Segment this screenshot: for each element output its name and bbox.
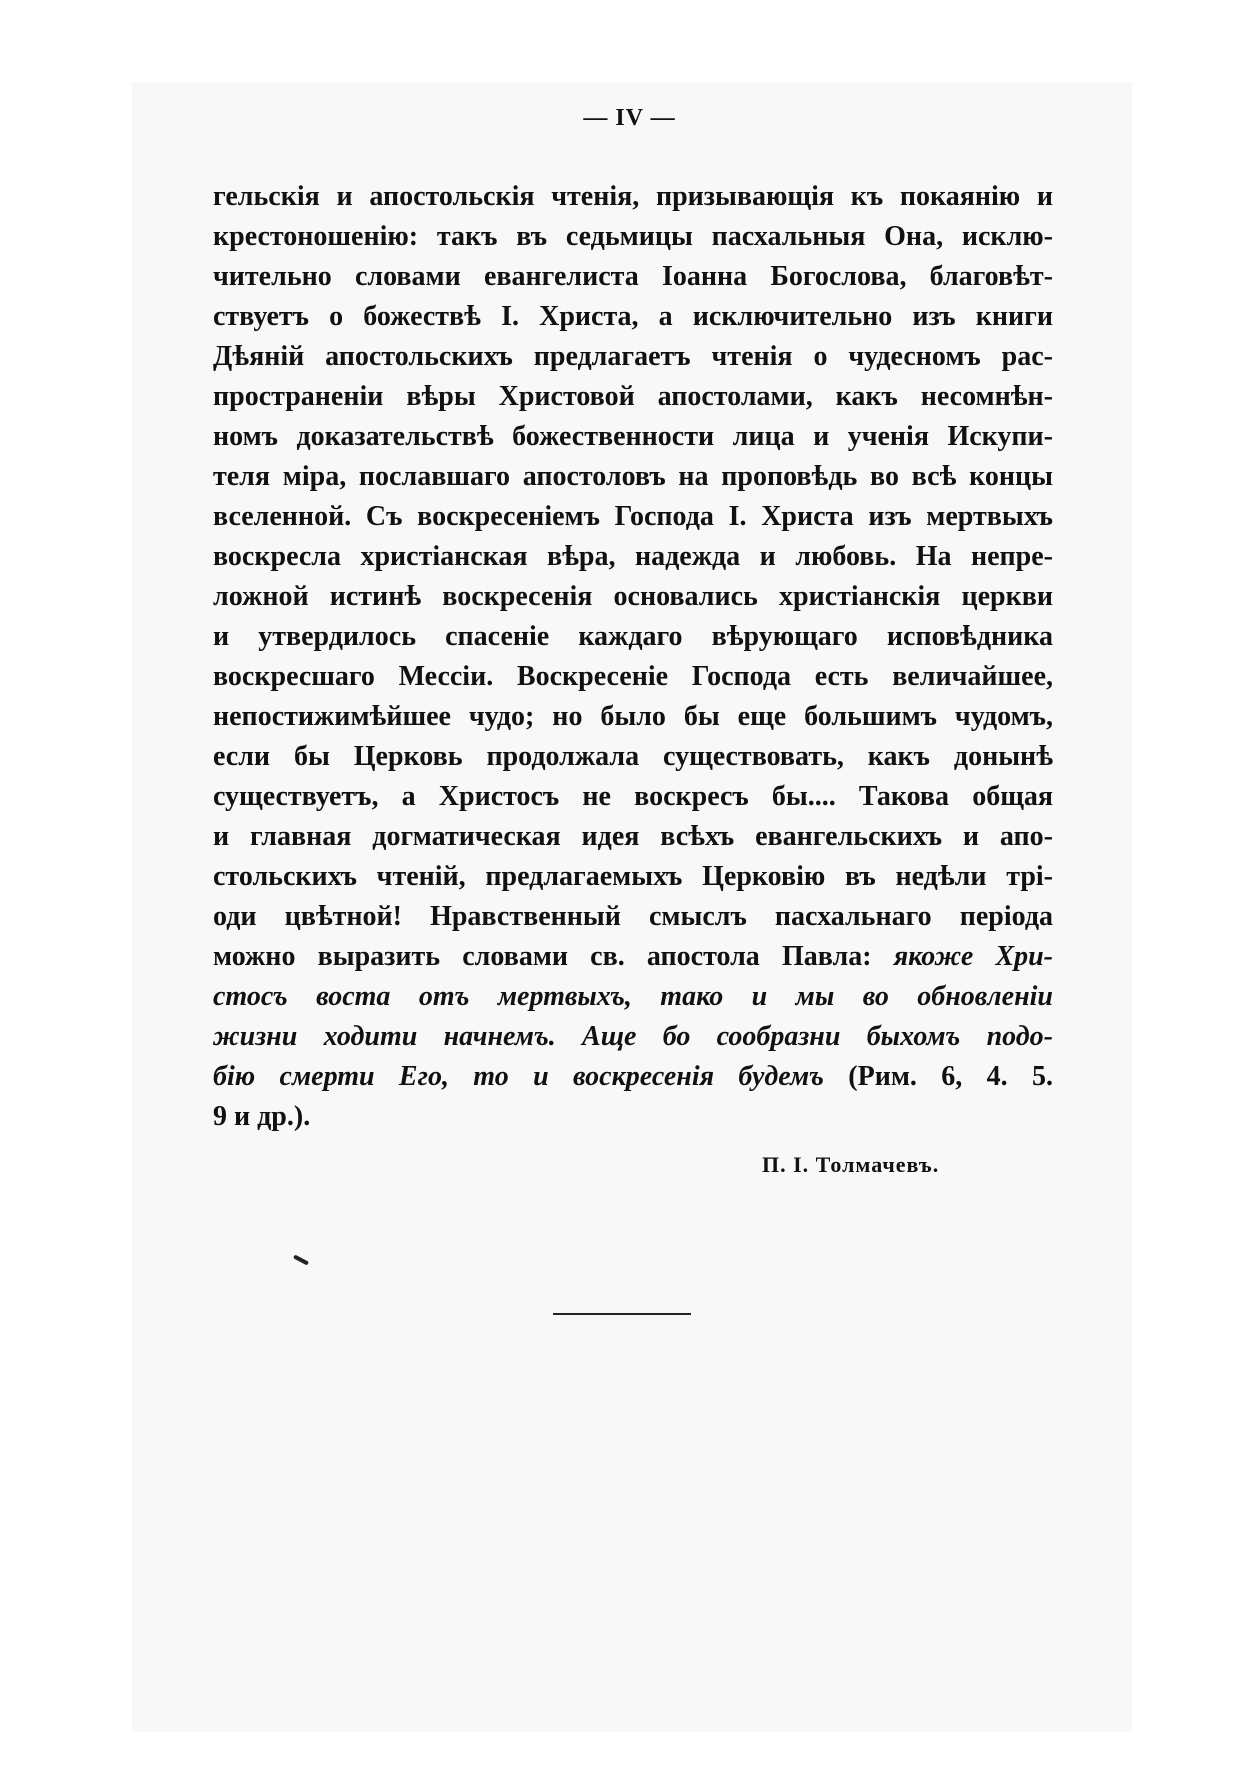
text-line-6: пространеніи вѣры Христовой апостолами, какъ несомнѣн- bbox=[213, 381, 1053, 412]
text-line-1: гельскія и апостольскія чтенія, призывающія къ покаянію и bbox=[213, 181, 1053, 212]
text-line-24: 9 и др.). bbox=[213, 1101, 311, 1132]
text-line-23-italic: бію смерти Его, то и воскресенія будемъ bbox=[213, 1061, 824, 1092]
text-line-16: существуетъ, а Христосъ не воскресъ бы.... Такова общая bbox=[213, 781, 1053, 812]
text-line-9: вселенной. Съ воскресеніемъ Господа І. Христа изъ мертвыхъ bbox=[213, 501, 1053, 532]
text-line-19: оди цвѣтной! Нравственный смыслъ пасхальнаго періода bbox=[213, 901, 1053, 932]
body-text bbox=[213, 177, 1053, 1137]
text-line-22: жизни ходити начнемъ. Аще бо сообразни быхомъ подо- bbox=[213, 1021, 1053, 1052]
text-line-23 bbox=[213, 1057, 1053, 1097]
text-line-5: Дѣяній апостольскихъ предлагаетъ чтенія о чудесномъ рас- bbox=[213, 341, 1053, 372]
text-line-17: и главная догматическая идея всѣхъ евангельскихъ и апо- bbox=[213, 821, 1053, 852]
text-line-13: воскресшаго Мессіи. Воскресеніе Господа есть величайшее, bbox=[213, 661, 1053, 692]
page-number: — IV — bbox=[583, 105, 676, 131]
text-line-18: стольскихъ чтеній, предлагаемыхъ Церковію въ недѣли трі- bbox=[213, 861, 1053, 892]
text-line-14: непостижимѣйшее чудо; но было бы еще большимъ чудомъ, bbox=[213, 701, 1053, 732]
end-rule-divider bbox=[553, 1313, 691, 1315]
text-line-2: крестоношенію: такъ въ седьмицы пасхальныя Она, исклю- bbox=[213, 221, 1053, 252]
text-line-20 bbox=[213, 937, 1053, 977]
text-line-20-italic: якоже Хри- bbox=[893, 941, 1053, 972]
text-line-4: ствуетъ о божествѣ І. Христа, а исключительно изъ книги bbox=[213, 301, 1053, 332]
text-line-3: чительно словами евангелиста Іоанна Богослова, благовѣт- bbox=[213, 261, 1053, 292]
text-line-7: номъ доказательствѣ божественности лица и ученія Искупи- bbox=[213, 421, 1053, 452]
text-line-21: стосъ воста отъ мертвыхъ, тако и мы во обновленіи bbox=[213, 981, 1053, 1012]
text-line-23-plain: (Рим. 6, 4. 5. bbox=[823, 1061, 1053, 1092]
text-line-10: воскресла христіанская вѣра, надежда и любовь. На непре- bbox=[213, 541, 1053, 572]
text-line-15: если бы Церковь продолжала существовать, какъ донынѣ bbox=[213, 741, 1053, 772]
text-line-12: и утвердилось спасеніе каждаго вѣрующаго исповѣдника bbox=[213, 621, 1053, 652]
text-line-8: теля міра, пославшаго апостоловъ на проповѣдь во всѣ концы bbox=[213, 461, 1053, 492]
author-signature: П. І. Толмачевъ. bbox=[762, 1152, 940, 1177]
text-line-20-plain: можно выразить словами св. апостола Павла: bbox=[213, 941, 894, 972]
text-line-11: ложной истинѣ воскресенія основались христіанскія церкви bbox=[213, 581, 1053, 612]
